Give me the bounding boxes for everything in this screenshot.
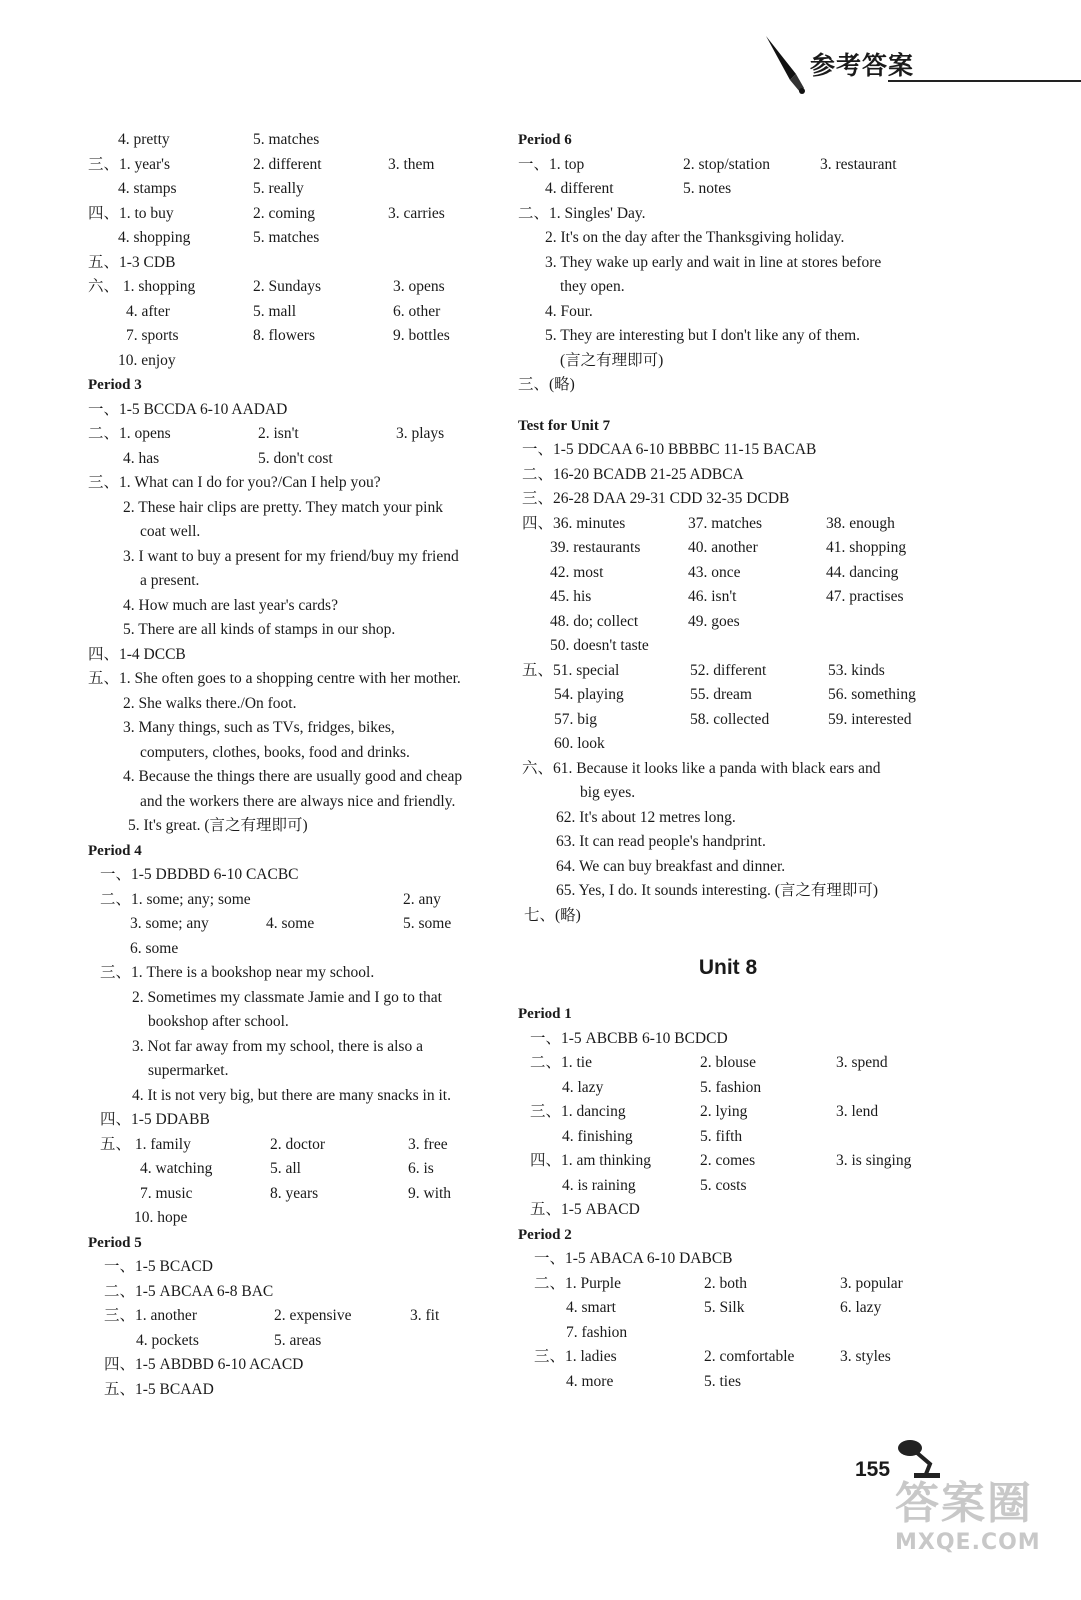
answer-text: 七、(略) [524, 906, 581, 924]
answer-line [88, 545, 513, 570]
answer-text: 五、1-3 CDB [88, 253, 176, 271]
answer-text: 4. smart [566, 1299, 616, 1316]
answer-text: 5. some [403, 915, 452, 932]
header-title: 参考答案 [810, 51, 915, 80]
answer-text: 4. watching [140, 1160, 213, 1177]
answer-text: 6. other [393, 302, 441, 320]
answer-text: 五、51. special [522, 661, 620, 679]
answer-text: 4. some [266, 915, 315, 932]
answer-line [518, 1321, 938, 1346]
answer-text: 40. another [688, 539, 758, 556]
answer-text: 10. hope [134, 1209, 188, 1226]
answer-text: 48. do; collect [550, 612, 639, 630]
answer-text: and the workers there are always nice and friendly. [140, 792, 456, 810]
answer-text: 3. I want to buy a present for my friend/buy my friend [123, 547, 459, 565]
answer-text: 4. is raining [562, 1176, 636, 1194]
left-column [88, 128, 513, 1402]
answer-text: 3. is singing [836, 1152, 912, 1169]
answer-text: 3. free [408, 1135, 448, 1153]
answer-text: 六、61. Because it looks like a panda with black ears and [522, 759, 881, 777]
answer-text: 三、1. dancing [530, 1103, 626, 1120]
answer-text: 三、(略) [518, 376, 575, 393]
answer-text: 5. costs [700, 1176, 747, 1194]
answer-line [88, 863, 513, 888]
answer-text: 4. pretty [118, 131, 170, 148]
watermark-url: MXQE.COM [895, 1530, 1041, 1555]
answer-line [88, 1133, 513, 1158]
answer-text: 二、1. tie [530, 1054, 592, 1071]
answer-line [518, 300, 938, 325]
answer-text: 8. years [270, 1184, 319, 1202]
answer-line [88, 398, 513, 423]
answer-text: 65. Yes, I do. It sounds interesting. (言之有理即可) [556, 882, 879, 899]
answer-text: 一、1-5 ABACA 6-10 DABCB [534, 1250, 733, 1267]
answer-text: 2. lying [700, 1103, 748, 1120]
header-rule [888, 80, 1081, 82]
answer-text: 2. any [403, 890, 441, 908]
answer-text: 62. It's about 12 metres long. [556, 808, 736, 826]
answer-text: 6. some [130, 939, 179, 957]
answer-text: 43. once [688, 563, 741, 581]
answer-line [518, 1296, 938, 1321]
answer-line [518, 177, 938, 202]
section-title: Test for Unit 7 [518, 417, 611, 434]
answer-text: 一、1-5 BCACD [104, 1258, 213, 1275]
answer-text: 四、1. am thinking [530, 1152, 651, 1169]
watermark-logo: 答案圈 [895, 1478, 1033, 1529]
answer-line [88, 937, 513, 962]
answer-text: 64. We can buy breakfast and dinner. [556, 857, 786, 875]
answer-line [88, 790, 513, 815]
answer-text: 4. How much are last year's cards? [123, 596, 338, 614]
answer-text: 7. fashion [566, 1323, 628, 1341]
answer-text: 10. enjoy [118, 351, 176, 369]
answer-text: 2. Sometimes my classmate Jamie and I go to that [132, 988, 442, 1006]
answer-text: 5. They are interesting but I don't like any of them. [545, 327, 861, 344]
answer-text: 6. is [408, 1160, 434, 1177]
answer-text: coat well. [140, 523, 201, 540]
answer-text: 5. notes [683, 180, 732, 197]
answer-text: 7. music [140, 1184, 193, 1202]
answer-line [518, 324, 938, 349]
answer-text: 44. dancing [826, 563, 899, 581]
answer-line [88, 1329, 513, 1354]
answer-line [518, 202, 938, 227]
unit-heading: Unit 8 [698, 956, 758, 979]
answer-text: 2. Sundays [253, 278, 322, 295]
answer-text: 五、 1. family [100, 1135, 191, 1153]
answer-text: 二、1. Purple [534, 1274, 621, 1292]
answer-line [518, 757, 938, 782]
answer-text: 4. different [545, 180, 614, 197]
answer-text: 2. stop/station [683, 155, 770, 173]
answer-line [88, 251, 513, 276]
answer-text: 3. spend [836, 1054, 888, 1071]
answer-line [88, 520, 513, 545]
answer-text: 57. big [554, 710, 598, 728]
answer-line [88, 986, 513, 1011]
answer-text: 二、1-5 ABCAA 6-8 BAC [104, 1282, 274, 1300]
answer-text: 3. restaurant [820, 155, 897, 173]
section-title: Period 4 [88, 842, 142, 859]
answer-line [88, 1304, 513, 1329]
answer-line [518, 1100, 938, 1125]
answer-text: 5. Silk [704, 1299, 745, 1316]
answer-line [88, 1157, 513, 1182]
answer-text: 38. enough [826, 514, 895, 532]
answer-line [88, 300, 513, 325]
section-title: Period 1 [518, 1006, 572, 1022]
answer-text: 二、1. opens [88, 425, 171, 442]
answer-line [88, 275, 513, 300]
answer-line [88, 324, 513, 349]
answer-line [88, 177, 513, 202]
answer-text: 四、1-5 ABDBD 6-10 ACACD [104, 1356, 304, 1373]
answer-text: 一、1-5 DBDBD 6-10 CACBC [100, 866, 299, 883]
answer-text: 4. finishing [562, 1127, 633, 1145]
answer-line [518, 226, 938, 251]
answer-line [88, 814, 513, 839]
answer-text: 55. dream [690, 686, 752, 703]
answer-line [88, 1255, 513, 1280]
answer-text: 5. mall [253, 302, 297, 320]
answer-line [518, 561, 938, 586]
answer-text: 2. comfortable [704, 1348, 795, 1365]
answer-text: computers, clothes, books, food and drinks. [140, 743, 410, 761]
answer-line [88, 618, 513, 643]
answer-text: 4. more [566, 1372, 614, 1390]
answer-text: 5. really [253, 180, 304, 197]
section-title: Period 2 [518, 1226, 572, 1243]
answer-text: 9. with [408, 1184, 452, 1202]
answer-text: 2. blouse [700, 1054, 756, 1071]
answer-line [518, 536, 938, 561]
answer-line [88, 667, 513, 692]
answer-text: 一、1-5 DDCAA 6-10 BBBBC 11-15 BACAB [522, 441, 817, 458]
answer-text: 四、36. minutes [522, 514, 626, 532]
answer-text: 4. has [123, 449, 160, 467]
answer-text: 7. sports [126, 327, 179, 344]
answer-text: 4. It is not very big, but there are many snacks in it. [132, 1086, 451, 1104]
answer-line [518, 708, 938, 733]
answer-line [88, 765, 513, 790]
answer-text: 4. after [126, 302, 170, 320]
answer-line [518, 1149, 938, 1174]
answer-text: 8. flowers [253, 327, 315, 344]
answer-line [518, 855, 938, 880]
answer-line [518, 463, 938, 488]
answer-text: 二、16-20 BCADB 21-25 ADBCA [522, 465, 744, 483]
answer-text: 一、1-5 ABCBB 6-10 BCDCD [530, 1029, 728, 1047]
answer-line [518, 781, 938, 806]
answer-line [88, 888, 513, 913]
answer-text: 39. restaurants [550, 539, 641, 556]
right-column [518, 128, 938, 1394]
answer-line [88, 1280, 513, 1305]
answer-line [518, 1027, 938, 1052]
answer-text: 五、1-5 ABACD [530, 1201, 640, 1218]
answer-text: 37. matches [688, 514, 763, 532]
answer-text: 53. kinds [828, 661, 885, 679]
answer-line [518, 1345, 938, 1370]
answer-line [88, 471, 513, 496]
answer-text: 三、26-28 DAA 29-31 CDD 32-35 DCDB [522, 490, 790, 507]
answer-text: 63. It can read people's handprint. [556, 833, 766, 850]
answer-text: 4. Because the things there are usually good and cheap [123, 768, 463, 785]
answer-text: 4. Four. [545, 302, 593, 320]
answer-text: 四、1-5 DDABB [100, 1111, 210, 1128]
answer-line [88, 128, 513, 153]
answer-line [88, 1108, 513, 1133]
answer-text: 46. isn't [688, 588, 737, 605]
answer-text: 58. collected [690, 710, 770, 728]
answer-text: 2. She walks there./On foot. [123, 694, 297, 712]
answer-line [518, 438, 938, 463]
answer-line [88, 1010, 513, 1035]
answer-line [88, 1378, 513, 1403]
answer-text: 3. Not far away from my school, there is also a [132, 1037, 423, 1055]
answer-text: 45. his [550, 588, 592, 605]
answer-line [88, 1084, 513, 1109]
answer-line [88, 569, 513, 594]
answer-line [88, 496, 513, 521]
answer-line [518, 1272, 938, 1297]
answer-line [518, 1051, 938, 1076]
answer-text: 59. interested [828, 710, 912, 728]
answer-line [518, 1174, 938, 1199]
answer-text: 六、 1. shopping [88, 278, 196, 295]
answer-line [88, 349, 513, 374]
answer-line [518, 1198, 938, 1223]
answer-line [88, 961, 513, 986]
answer-line [518, 153, 938, 178]
answer-text: 47. practises [826, 588, 904, 605]
answer-text: 4. stamps [118, 180, 177, 197]
answer-text: 3. Many things, such as TVs, fridges, bikes, [123, 719, 395, 736]
answer-text: 5. matches [253, 131, 320, 148]
answer-text: 3. They wake up early and wait in line at stores before [545, 253, 882, 271]
answer-text: 四、1. to buy [88, 204, 174, 222]
answer-text: 3. them [388, 155, 435, 173]
answer-text: 41. shopping [826, 539, 907, 556]
answer-text: 五、1-5 BCAAD [104, 1380, 214, 1398]
answer-text: 42. most [550, 563, 604, 581]
answer-line [88, 643, 513, 668]
answer-line [518, 512, 938, 537]
answer-line [88, 153, 513, 178]
answer-text: 60. look [554, 735, 605, 752]
spacer [518, 398, 938, 414]
answer-text: 二、1. some; any; some [100, 890, 251, 908]
answer-text: 2. doctor [270, 1135, 326, 1153]
answer-text: 四、1-4 DCCB [88, 645, 186, 663]
answer-text: 4. lazy [562, 1078, 604, 1096]
answer-line [88, 1182, 513, 1207]
desk-lamp-icon [896, 1436, 946, 1480]
answer-line [88, 594, 513, 619]
answer-text: 6. lazy [840, 1299, 882, 1316]
answer-line [88, 202, 513, 227]
answer-text: 3. lend [836, 1103, 879, 1120]
answer-text: 3. plays [396, 425, 445, 442]
answer-text: (言之有理即可) [560, 351, 664, 369]
answer-text: 三、1. ladies [534, 1348, 617, 1365]
answer-text: supermarket. [148, 1062, 229, 1079]
answer-line [518, 879, 938, 904]
answer-text: 一、1. top [518, 155, 585, 173]
answer-text: 3. some; any [130, 915, 209, 932]
section-title: Period 5 [88, 1234, 142, 1251]
answer-text: 5. ties [704, 1372, 742, 1390]
answer-line [518, 830, 938, 855]
answer-line [518, 373, 938, 398]
answer-line [518, 634, 938, 659]
answer-text: 5. fifth [700, 1127, 743, 1145]
answer-line [518, 659, 938, 684]
answer-text: 三、1. another [104, 1307, 197, 1324]
answer-text: 2. coming [253, 204, 315, 222]
answer-text: 3. carries [388, 204, 445, 222]
answer-text: 一、1-5 BCCDA 6-10 AADAD [88, 400, 288, 418]
section-title: Period 3 [88, 377, 142, 393]
answer-text: 9. bottles [393, 327, 450, 344]
watermark [895, 1480, 1041, 1558]
answer-text: 二、1. Singles' Day. [518, 204, 646, 222]
answer-text: big eyes. [580, 784, 636, 801]
answer-line [518, 487, 938, 512]
answer-text: 4. pockets [136, 1331, 199, 1349]
answer-text: 五、1. She often goes to a shopping centre with her mother. [88, 670, 461, 687]
answer-text: 56. something [828, 686, 916, 703]
answer-text: 5. fashion [700, 1078, 762, 1096]
page-number: 155 [855, 1458, 891, 1481]
answer-text: 3. popular [840, 1274, 903, 1292]
answer-text: 49. goes [688, 612, 740, 630]
answer-text: 2. different [253, 155, 322, 173]
answer-line [518, 806, 938, 831]
answer-line [88, 741, 513, 766]
answer-line [88, 226, 513, 251]
section-title: Period 6 [518, 132, 572, 148]
answer-line [518, 610, 938, 635]
answer-text: 5. There are all kinds of stamps in our shop. [123, 621, 396, 638]
answer-line [518, 1370, 938, 1395]
answer-line [518, 1076, 938, 1101]
answer-text: 5. It's great. (言之有理即可) [128, 817, 308, 834]
answer-text: 54. playing [554, 686, 624, 703]
answer-text: 三、1. What can I do for you?/Can I help you? [88, 474, 381, 491]
answer-line [88, 422, 513, 447]
answer-line [518, 275, 938, 300]
answer-line [518, 349, 938, 374]
answer-line [88, 447, 513, 472]
answer-line [88, 716, 513, 741]
answer-line [518, 1125, 938, 1150]
answer-text: 5. all [270, 1160, 301, 1177]
answer-text: 50. doesn't taste [550, 637, 649, 654]
answer-text: 3. fit [410, 1307, 440, 1324]
answer-text: 2. It's on the day after the Thanksgiving holiday. [545, 229, 845, 246]
answer-text: 5. matches [253, 229, 320, 246]
answer-line [518, 251, 938, 276]
answer-line [88, 1059, 513, 1084]
answer-text: 2. both [704, 1274, 748, 1292]
answer-line [518, 585, 938, 610]
answer-line [518, 732, 938, 757]
answer-text: 3. opens [393, 278, 445, 295]
answer-line [88, 1035, 513, 1060]
answer-text: 三、1. There is a bookshop near my school. [100, 964, 375, 981]
answer-line [88, 1353, 513, 1378]
answer-text: 5. areas [274, 1331, 322, 1349]
answer-text: 2. expensive [274, 1307, 352, 1324]
answer-line [88, 692, 513, 717]
answer-text: 52. different [690, 661, 767, 679]
answer-text: 4. shopping [118, 229, 191, 246]
answer-text: 2. comes [700, 1152, 756, 1169]
answer-text: bookshop after school. [148, 1013, 289, 1030]
answer-text: they open. [560, 278, 625, 295]
answer-text: 3. styles [840, 1348, 891, 1365]
answer-text: 2. isn't [258, 425, 299, 442]
answer-text: 5. don't cost [258, 449, 333, 467]
answer-line [518, 1247, 938, 1272]
page-header [760, 32, 1081, 102]
answer-line [88, 1206, 513, 1231]
answer-line [518, 683, 938, 708]
answer-line [518, 904, 938, 929]
answer-text: 三、1. year's [88, 155, 170, 173]
answer-text: 2. These hair clips are pretty. They match your pink [123, 498, 443, 516]
answer-text: a present. [140, 572, 200, 589]
answer-line [88, 912, 513, 937]
